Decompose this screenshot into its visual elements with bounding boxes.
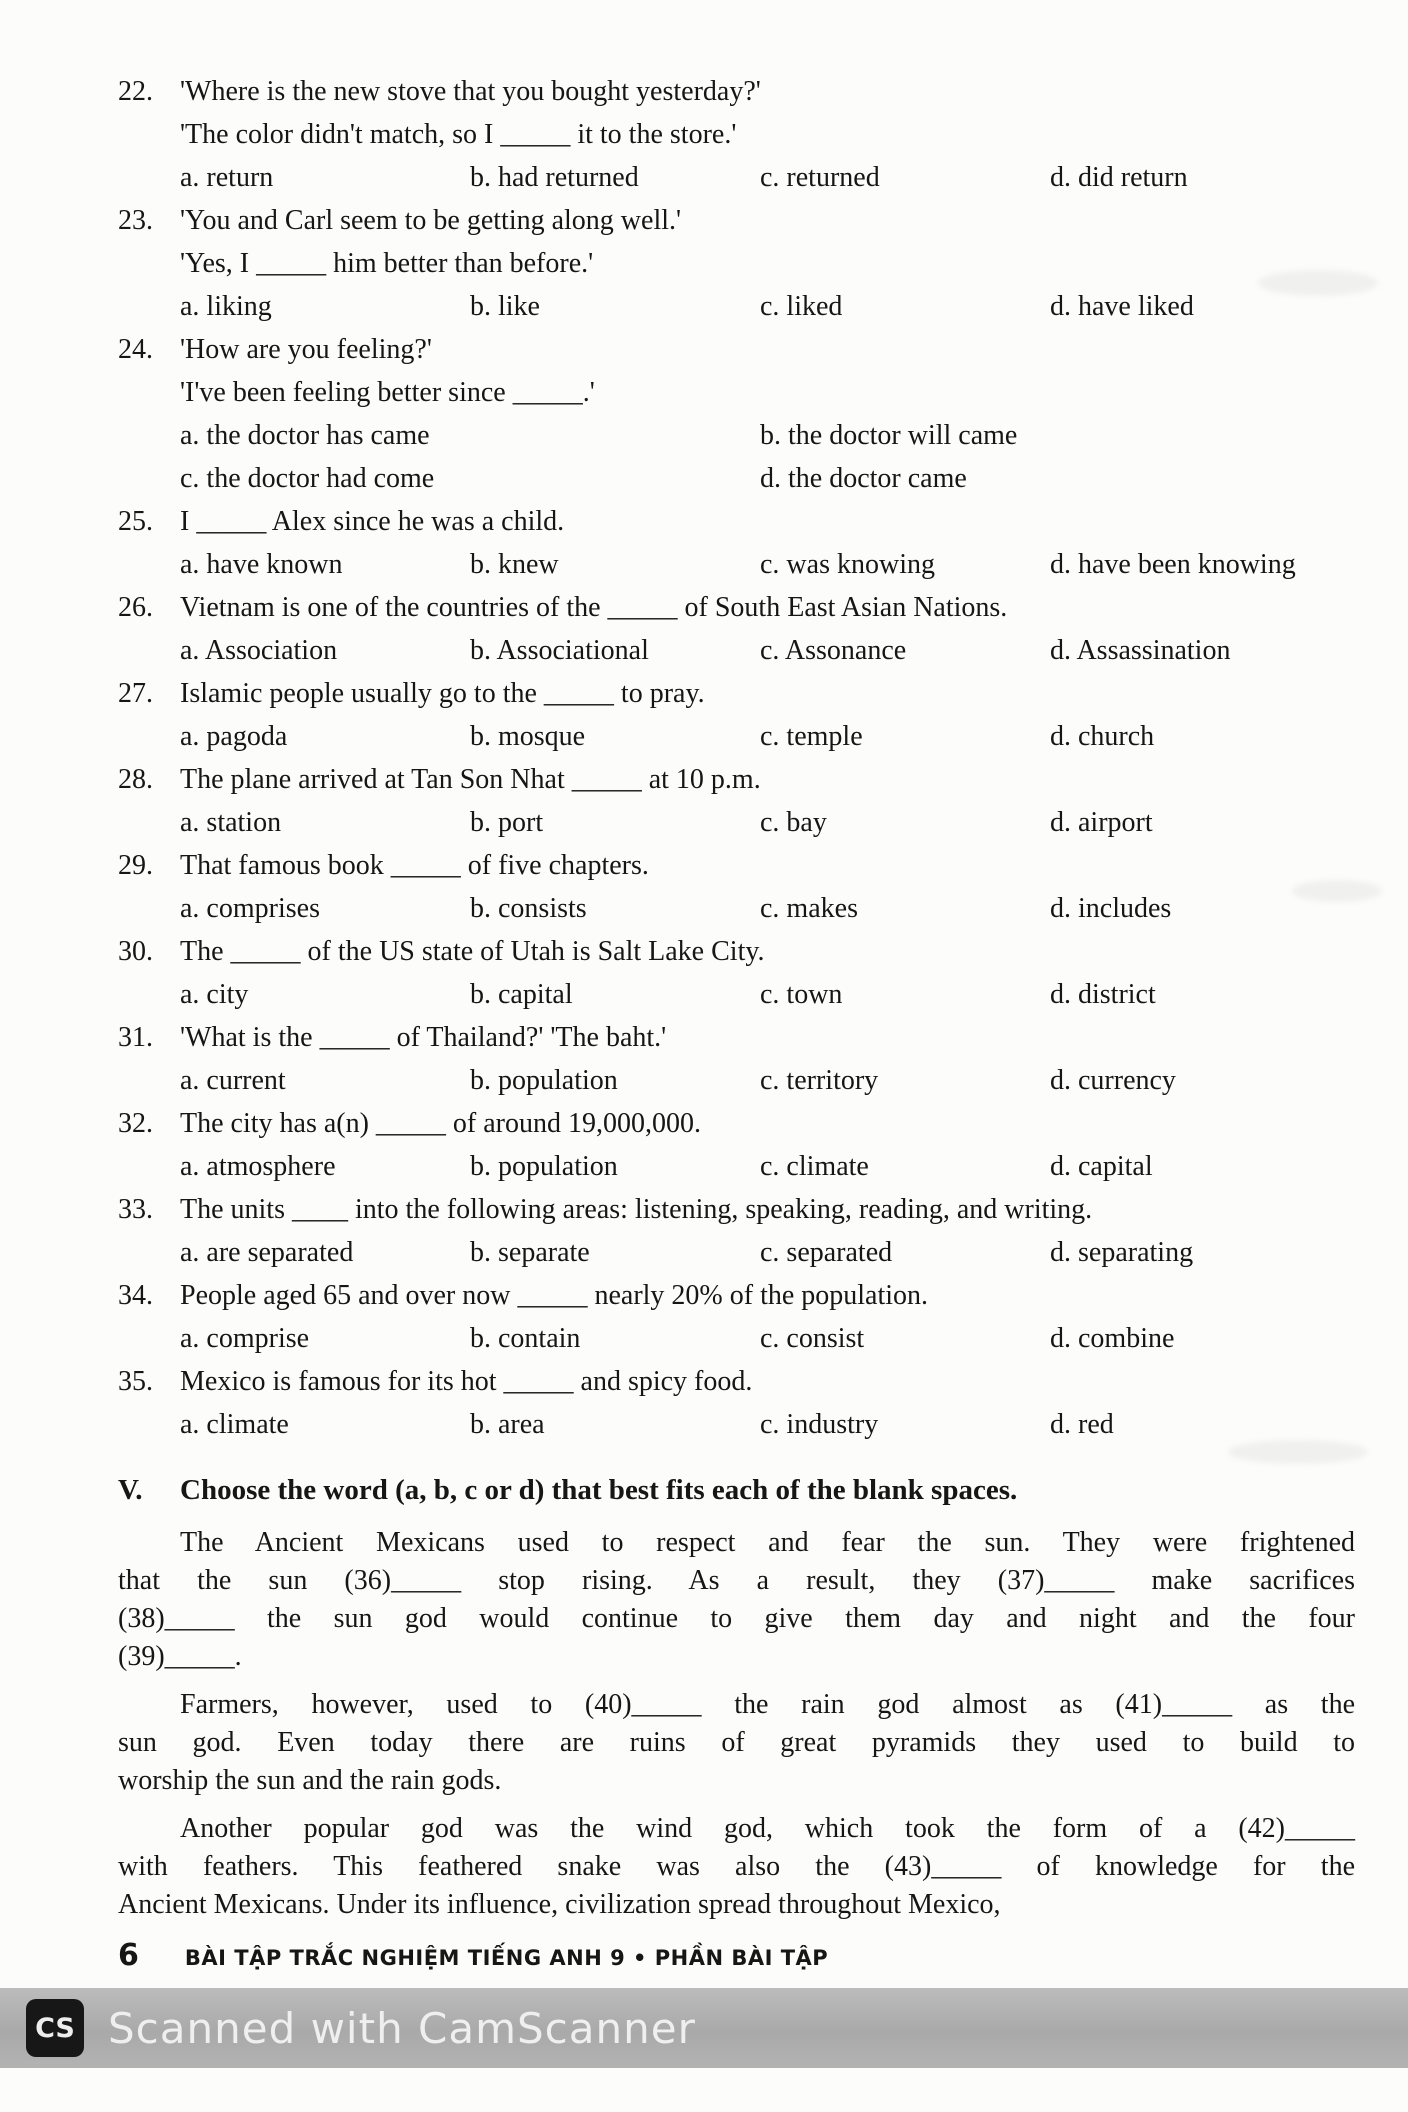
option: d. have liked bbox=[1050, 291, 1194, 322]
question bbox=[118, 70, 1355, 199]
option: a. climate bbox=[180, 1409, 289, 1440]
question-stem-line: 'I've been feeling better since _____.' bbox=[180, 377, 595, 408]
option: d. the doctor came bbox=[760, 463, 967, 494]
paragraph bbox=[118, 1810, 1355, 1924]
question-body bbox=[180, 199, 1355, 328]
question-body bbox=[180, 758, 1355, 844]
question-list bbox=[118, 70, 1355, 1446]
question-body bbox=[180, 930, 1355, 1016]
paragraph-line: Farmers, however, used to (40)_____ the rain god almost as (41)_____ as the bbox=[180, 1689, 1355, 1720]
question-number: 28. bbox=[118, 764, 153, 795]
question bbox=[118, 930, 1355, 1016]
paragraph-line: (39)_____. bbox=[118, 1641, 242, 1672]
question-body bbox=[180, 1274, 1355, 1360]
paragraph-line: sun god. Even today there are ruins of great pyramids they used to build to bbox=[118, 1727, 1355, 1758]
option: a. return bbox=[180, 162, 274, 193]
option: d. red bbox=[1050, 1409, 1114, 1440]
question-stem-line: People aged 65 and over now _____ nearly 20% of the population. bbox=[180, 1280, 929, 1311]
question-body bbox=[180, 1102, 1355, 1188]
question bbox=[118, 1188, 1355, 1274]
option: d. Assassination bbox=[1050, 635, 1231, 666]
question bbox=[118, 500, 1355, 586]
question-number: 25. bbox=[118, 506, 153, 537]
option-row bbox=[180, 887, 1355, 930]
option: a. city bbox=[180, 979, 249, 1010]
question-body bbox=[180, 70, 1355, 199]
question bbox=[118, 199, 1355, 328]
question-number: 24. bbox=[118, 334, 153, 365]
question-number: 31. bbox=[118, 1022, 153, 1053]
option-row bbox=[180, 715, 1355, 758]
option: b. the doctor will came bbox=[760, 420, 1018, 451]
question-stem-line: The city has a(n) _____ of around 19,000,000. bbox=[180, 1108, 701, 1139]
question-number: 34. bbox=[118, 1280, 153, 1311]
question bbox=[118, 328, 1355, 500]
question-stem-line: 'The color didn't match, so I _____ it to the store.' bbox=[180, 119, 737, 150]
option-row bbox=[180, 1403, 1355, 1446]
option: c. territory bbox=[760, 1065, 879, 1096]
option-row bbox=[180, 543, 1355, 586]
question-body bbox=[180, 1016, 1355, 1102]
question-number: 26. bbox=[118, 592, 153, 623]
question-stem-line: 'You and Carl seem to be getting along well.' bbox=[180, 205, 682, 236]
paragraph bbox=[118, 1524, 1355, 1676]
camscanner-logo-icon: CS bbox=[26, 1999, 84, 2057]
footer bbox=[118, 1938, 1355, 1973]
option: a. the doctor has came bbox=[180, 420, 430, 451]
paragraph-line: (38)_____ the sun god would continue to give them day and night and the four bbox=[118, 1603, 1355, 1634]
option-row bbox=[180, 973, 1355, 1016]
paragraph-line: The Ancient Mexicans used to respect and fear the sun. They were frightened bbox=[180, 1527, 1355, 1558]
question-number: 22. bbox=[118, 76, 153, 107]
option: d. includes bbox=[1050, 893, 1172, 924]
question bbox=[118, 586, 1355, 672]
section-heading bbox=[118, 1466, 1355, 1514]
paragraph bbox=[118, 1686, 1355, 1800]
question-stem-line: The _____ of the US state of Utah is Salt Lake City. bbox=[180, 936, 765, 967]
option: b. Associational bbox=[470, 635, 649, 666]
scan-artifact bbox=[1258, 270, 1378, 296]
option: a. Association bbox=[180, 635, 338, 666]
option-row bbox=[180, 156, 1355, 199]
footer-text: BÀI TẬP TRẮC NGHIỆM TIẾNG ANH 9 • PHẦN BÀI TẬP bbox=[184, 1946, 829, 1970]
option: a. station bbox=[180, 807, 282, 838]
paragraph-line: that the sun (36)_____ stop rising. As a result, they (37)_____ make sacrifices bbox=[118, 1565, 1355, 1596]
option: c. industry bbox=[760, 1409, 879, 1440]
option: b. population bbox=[470, 1065, 618, 1096]
option: c. town bbox=[760, 979, 843, 1010]
question-body bbox=[180, 1188, 1355, 1274]
camscanner-bar bbox=[0, 1988, 1408, 2068]
option: c. bay bbox=[760, 807, 827, 838]
question-stem-line: The units ____ into the following areas: listening, speaking, reading, and writing. bbox=[180, 1194, 1093, 1225]
scan-artifact bbox=[1292, 880, 1382, 902]
question-stem-line: 'How are you feeling?' bbox=[180, 334, 432, 365]
question-stem-line: Vietnam is one of the countries of the _____ of South East Asian Nations. bbox=[180, 592, 1008, 623]
question bbox=[118, 1274, 1355, 1360]
option: c. consist bbox=[760, 1323, 865, 1354]
option: c. returned bbox=[760, 162, 880, 193]
option-row bbox=[180, 1231, 1355, 1274]
option: b. separate bbox=[470, 1237, 590, 1268]
option: c. Assonance bbox=[760, 635, 907, 666]
question-body bbox=[180, 500, 1355, 586]
option: b. knew bbox=[470, 549, 559, 580]
option-row bbox=[180, 285, 1355, 328]
option: c. liked bbox=[760, 291, 843, 322]
paragraph-line: with feathers. This feathered snake was also the (43)_____ of knowledge for the bbox=[118, 1851, 1355, 1882]
paragraph-line: worship the sun and the rain gods. bbox=[118, 1765, 502, 1796]
question-number: 23. bbox=[118, 205, 153, 236]
question bbox=[118, 672, 1355, 758]
option: a. atmosphere bbox=[180, 1151, 336, 1182]
option: d. airport bbox=[1050, 807, 1153, 838]
page-number: 6 bbox=[118, 1938, 139, 1973]
question-stem-line: 'Yes, I _____ him better than before.' bbox=[180, 248, 594, 279]
option: b. area bbox=[470, 1409, 545, 1440]
question bbox=[118, 1360, 1355, 1446]
option-row bbox=[180, 414, 1355, 500]
option: a. comprises bbox=[180, 893, 320, 924]
question-number: 35. bbox=[118, 1366, 153, 1397]
option: d. combine bbox=[1050, 1323, 1175, 1354]
section-heading-text: Choose the word (a, b, c or d) that best fits each of the blank spaces. bbox=[180, 1474, 1018, 1506]
option: b. population bbox=[470, 1151, 618, 1182]
option: a. liking bbox=[180, 291, 272, 322]
section-number: V. bbox=[118, 1474, 143, 1506]
option: d. district bbox=[1050, 979, 1156, 1010]
option: d. separating bbox=[1050, 1237, 1194, 1268]
option: b. contain bbox=[470, 1323, 581, 1354]
option: d. did return bbox=[1050, 162, 1188, 193]
question-stem-line: Mexico is famous for its hot _____ and spicy food. bbox=[180, 1366, 753, 1397]
option: c. temple bbox=[760, 721, 863, 752]
question-body bbox=[180, 586, 1355, 672]
option: b. consists bbox=[470, 893, 587, 924]
option-row bbox=[180, 1317, 1355, 1360]
question-stem-line: The plane arrived at Tan Son Nhat _____ at 10 p.m. bbox=[180, 764, 761, 795]
option-row bbox=[180, 629, 1355, 672]
question-body bbox=[180, 328, 1355, 500]
option: b. port bbox=[470, 807, 544, 838]
option-row bbox=[180, 801, 1355, 844]
question bbox=[118, 1016, 1355, 1102]
option: b. had returned bbox=[470, 162, 639, 193]
option: c. makes bbox=[760, 893, 858, 924]
question-body bbox=[180, 1360, 1355, 1446]
option: c. the doctor had come bbox=[180, 463, 435, 494]
question-number: 27. bbox=[118, 678, 153, 709]
question-body bbox=[180, 672, 1355, 758]
question-number: 30. bbox=[118, 936, 153, 967]
option: d. currency bbox=[1050, 1065, 1176, 1096]
option: b. like bbox=[470, 291, 540, 322]
option: a. current bbox=[180, 1065, 286, 1096]
option: c. was knowing bbox=[760, 549, 935, 580]
question-number: 32. bbox=[118, 1108, 153, 1139]
option: a. comprise bbox=[180, 1323, 310, 1354]
option: c. separated bbox=[760, 1237, 893, 1268]
camscanner-watermark-text: Scanned with CamScanner bbox=[108, 2003, 696, 2053]
option: a. have known bbox=[180, 549, 343, 580]
paragraph-line: Another popular god was the wind god, which took the form of a (42)_____ bbox=[180, 1813, 1355, 1844]
option: d. have been knowing bbox=[1050, 549, 1296, 580]
question bbox=[118, 844, 1355, 930]
question bbox=[118, 1102, 1355, 1188]
question-stem-line: 'Where is the new stove that you bought yesterday?' bbox=[180, 76, 761, 107]
option: c. climate bbox=[760, 1151, 869, 1182]
question bbox=[118, 758, 1355, 844]
question-stem-line: That famous book _____ of five chapters. bbox=[180, 850, 649, 881]
option: a. pagoda bbox=[180, 721, 288, 752]
option-row bbox=[180, 1059, 1355, 1102]
question-number: 33. bbox=[118, 1194, 153, 1225]
option: d. capital bbox=[1050, 1151, 1153, 1182]
option: a. are separated bbox=[180, 1237, 354, 1268]
question-stem-line: Islamic people usually go to the _____ to pray. bbox=[180, 678, 705, 709]
paragraph-line: Ancient Mexicans. Under its influence, civilization spread throughout Mexico, bbox=[118, 1889, 1001, 1920]
passage bbox=[118, 1524, 1355, 1924]
scan-artifact bbox=[1228, 1440, 1368, 1464]
question-stem-line: I _____ Alex since he was a child. bbox=[180, 506, 565, 537]
option: b. mosque bbox=[470, 721, 586, 752]
option-row bbox=[180, 1145, 1355, 1188]
question-stem-line: 'What is the _____ of Thailand?' 'The baht.' bbox=[180, 1022, 667, 1053]
question-body bbox=[180, 844, 1355, 930]
option: d. church bbox=[1050, 721, 1155, 752]
question-number: 29. bbox=[118, 850, 153, 881]
option: b. capital bbox=[470, 979, 573, 1010]
